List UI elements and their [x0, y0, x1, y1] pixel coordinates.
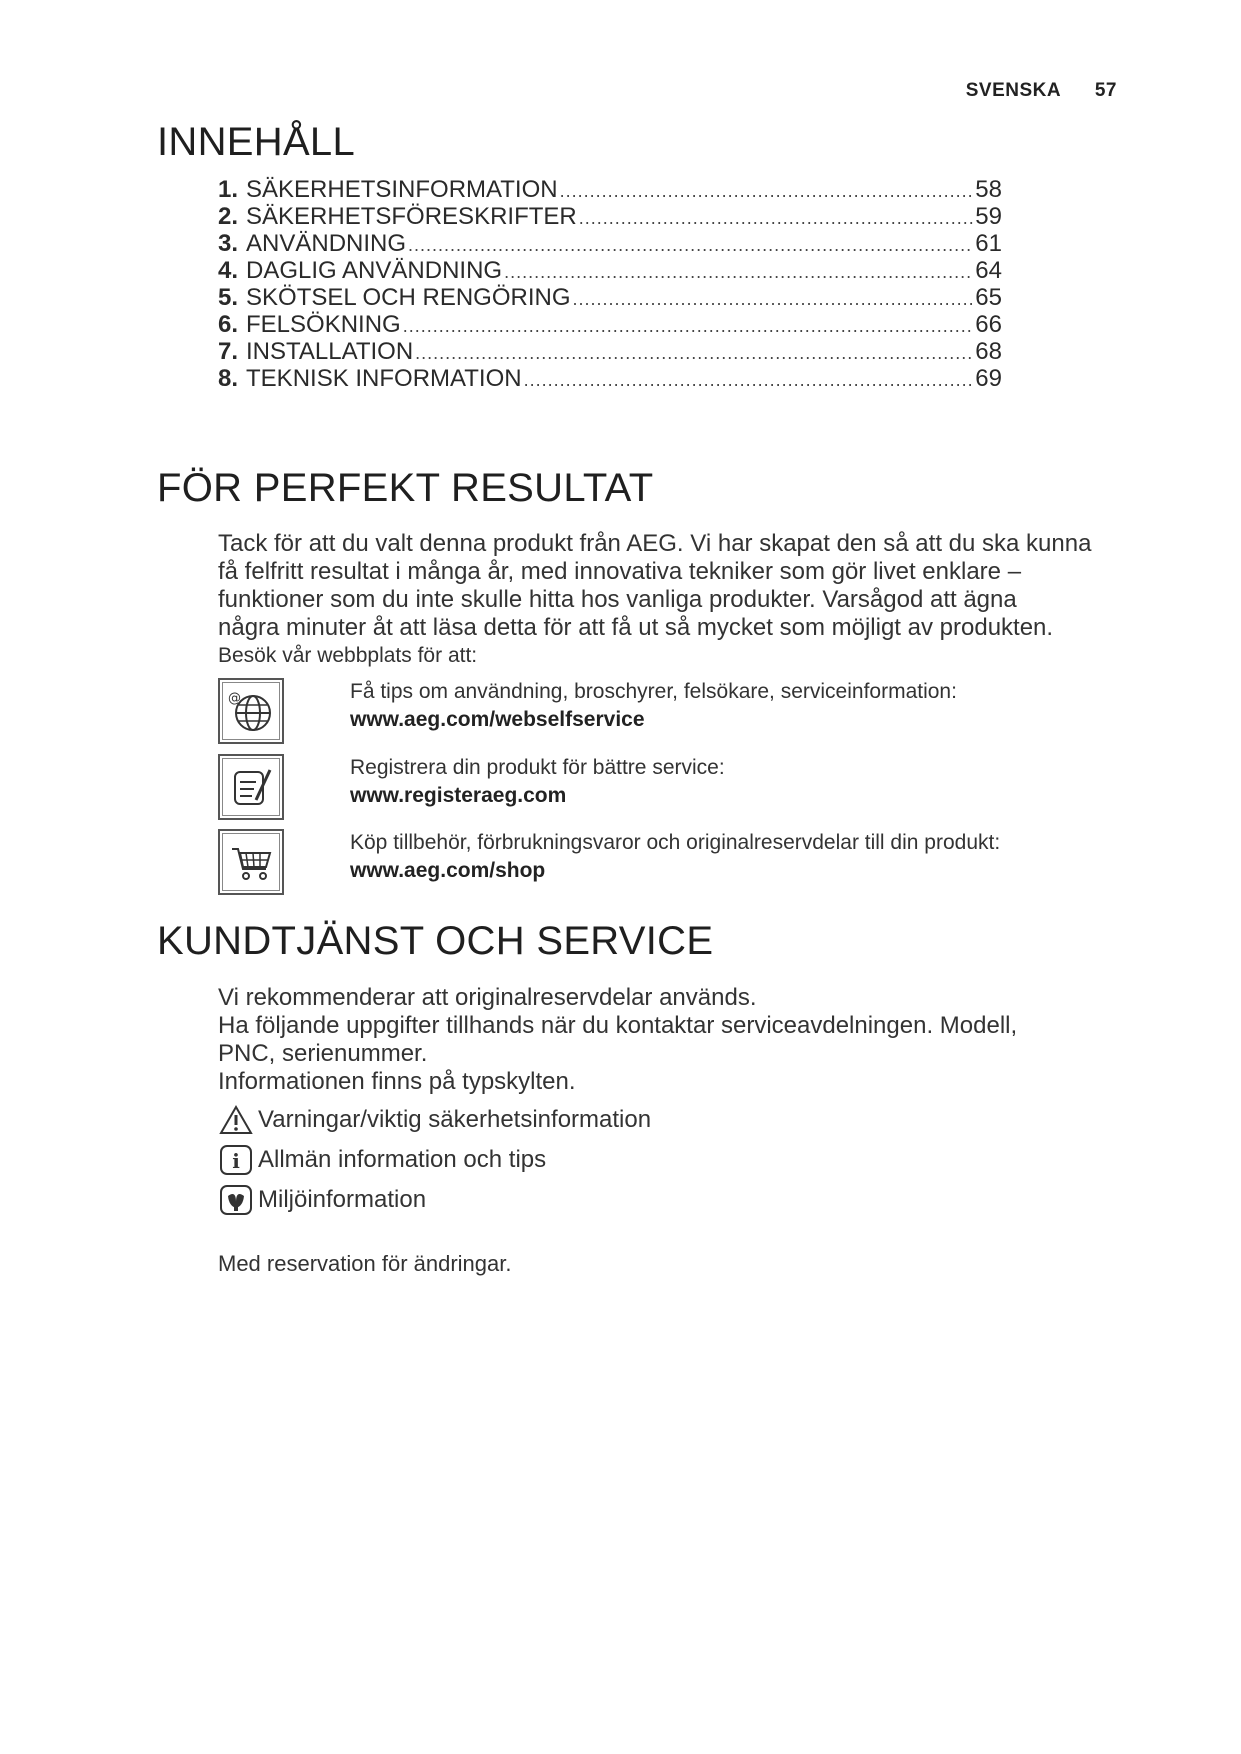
link-block-shop — [218, 829, 1128, 899]
intro-paragraph — [218, 530, 1128, 670]
page-header — [966, 80, 1117, 102]
link-text — [350, 829, 1000, 885]
shopping-cart-icon — [218, 829, 284, 895]
legend-text: Miljöinformation — [258, 1186, 427, 1213]
intro-line: Tack för att du valt denna produkt från AEG. Vi har skapat den så att du ska kunna — [218, 530, 1092, 557]
toc-item-page: 69 — [975, 365, 1002, 392]
toc-item-page: 64 — [975, 257, 1002, 284]
toc-item-number: 6. — [218, 311, 239, 338]
toc-dot-leader — [408, 235, 973, 256]
toc-dot-leader — [579, 208, 974, 229]
toc-item-title: FELSÖKNING — [246, 311, 401, 338]
toc-item-title: ANVÄNDNING — [246, 230, 407, 257]
toc-dot-leader — [573, 289, 974, 310]
toc-item-number: 2. — [218, 203, 239, 230]
toc-dot-leader — [415, 343, 973, 364]
toc-item[interactable] — [218, 365, 1002, 392]
legend-text: Allmän information och tips — [258, 1146, 547, 1173]
toc-item-number: 5. — [218, 284, 239, 311]
service-paragraph — [218, 984, 1128, 1096]
link-text — [350, 678, 957, 734]
link-description: Köp tillbehör, förbrukningsvaror och originalreservdelar till din produkt: — [350, 831, 1001, 854]
webselfservice-link[interactable]: www.aeg.com/webselfservice — [350, 708, 645, 731]
toc-dot-leader — [560, 181, 974, 202]
footer-note: Med reservation för ändringar. — [218, 1251, 512, 1276]
toc-item-title: SÄKERHETSINFORMATION — [246, 176, 558, 203]
toc-item-number: 7. — [218, 338, 239, 365]
toc-item-page: 68 — [975, 338, 1002, 365]
register-link[interactable]: www.registeraeg.com — [350, 784, 567, 807]
warning-icon — [218, 1103, 254, 1137]
toc-dot-leader — [403, 316, 974, 337]
toc-item-page: 65 — [975, 284, 1002, 311]
toc-item-page: 66 — [975, 311, 1002, 338]
service-line: Vi rekommenderar att originalreservdelar används. — [218, 984, 757, 1011]
svg-text:@: @ — [228, 691, 241, 706]
toc-item[interactable] — [218, 311, 1002, 338]
toc-item[interactable] — [218, 230, 1002, 257]
link-text — [350, 754, 725, 810]
intro-line: få felfritt resultat i många år, med innovativa tekniker som gör livet enklare – — [218, 558, 1022, 585]
toc-item-number: 3. — [218, 230, 239, 257]
toc-item-title: SKÖTSEL OCH RENGÖRING — [246, 284, 571, 311]
intro-line: några minuter åt att läsa detta för att få ut så mycket som möjligt av produkten. — [218, 614, 1054, 641]
toc-item-page: 59 — [975, 203, 1002, 230]
link-description: Registrera din produkt för bättre service: — [350, 756, 725, 779]
link-block-register — [218, 754, 1128, 824]
toc-item-number: 4. — [218, 257, 239, 284]
toc-dot-leader — [524, 370, 974, 391]
toc-item-title: INSTALLATION — [246, 338, 414, 365]
register-note-icon — [218, 754, 284, 820]
toc-item[interactable] — [218, 203, 1002, 230]
shop-link[interactable]: www.aeg.com/shop — [350, 859, 546, 882]
toc-item-number: 8. — [218, 365, 239, 392]
info-icon — [218, 1143, 254, 1177]
service-heading: KUNDTJÄNST OCH SERVICE — [157, 919, 714, 963]
toc-item[interactable] — [218, 176, 1002, 203]
service-line: Informationen finns på typskylten. — [218, 1068, 576, 1095]
toc-item[interactable] — [218, 257, 1002, 284]
environment-icon — [218, 1183, 254, 1217]
link-block-webselfservice — [218, 678, 1128, 748]
visit-line: Besök vår webbplats för att: — [218, 644, 478, 667]
toc-item-number: 1. — [218, 176, 239, 203]
toc-item[interactable] — [218, 338, 1002, 365]
toc-item-title: TEKNISK INFORMATION — [246, 365, 522, 392]
link-description: Få tips om användning, broschyrer, felsökare, serviceinformation: — [350, 680, 957, 703]
svg-text:i: i — [232, 1149, 240, 1173]
symbol-legend — [218, 1100, 651, 1220]
service-line: Ha följande uppgifter tillhands när du kontaktar serviceavdelningen. Modell, — [218, 1012, 1018, 1039]
toc-item[interactable] — [218, 284, 1002, 311]
toc-item-title: DAGLIG ANVÄNDNING — [246, 257, 503, 284]
toc-dot-leader — [504, 262, 973, 283]
legend-item — [218, 1100, 651, 1140]
perfect-result-heading: FÖR PERFEKT RESULTAT — [157, 466, 654, 510]
toc-item-page: 58 — [975, 176, 1002, 203]
legend-text: Varningar/viktig säkerhetsinformation — [258, 1106, 652, 1133]
page-number: 57 — [1094, 80, 1117, 101]
toc-item-page: 61 — [975, 230, 1002, 257]
intro-line: funktioner som du inte skulle hitta hos vanliga produkter. Varsågod att ägna — [218, 586, 1017, 613]
legend-item — [218, 1140, 651, 1180]
table-of-contents — [218, 176, 1002, 392]
web-globe-icon — [218, 678, 284, 744]
legend-item — [218, 1180, 651, 1220]
toc-heading: INNEHÅLL — [157, 120, 356, 164]
language-label: SVENSKA — [965, 80, 1062, 101]
toc-item-title: SÄKERHETSFÖRESKRIFTER — [246, 203, 577, 230]
service-line: PNC, serienummer. — [218, 1040, 428, 1067]
